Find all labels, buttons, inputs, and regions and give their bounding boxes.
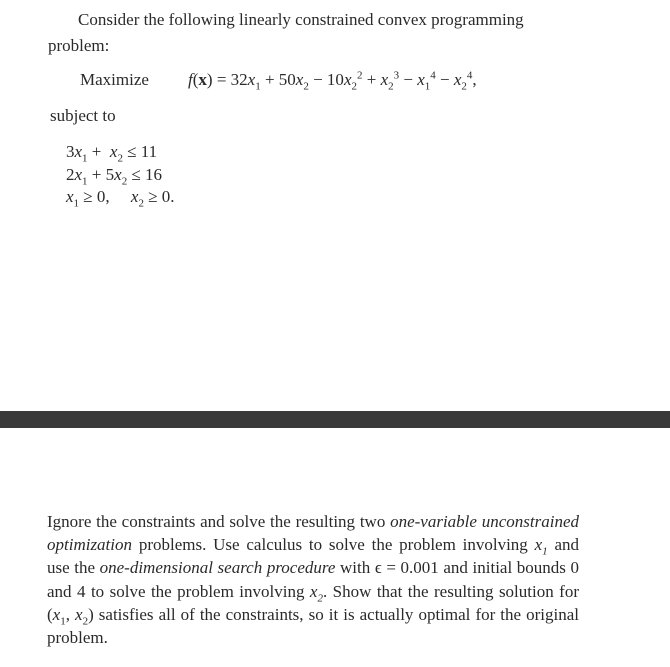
section-divider <box>0 411 670 428</box>
constraint-2: $2x_1 + 5x_2 \le 16$ <box>66 165 163 188</box>
instructions-paragraph: Ignore the constraints and solve the resulting two one-variable unconstrained optimization problems. Use calculus to solve the problem involving $x_1$ and use the one-dimensional search procedure with ϵ = 0.001 and initial bounds 0 and 4 to solve the problem involving $x_2$. Show that the resulting solution for ($x_1$, $x_2$) satisfies all of the constraints, so it is actually optimal for the original problem. <box>47 512 580 648</box>
constraint-1: $3x_1 + x_2 \le 11$ <box>66 142 158 165</box>
intro-line-1: Consider the following linearly constrained convex programming <box>78 10 524 29</box>
emphasis-one-variable: one-variable unconstrained optimization <box>47 512 579 555</box>
emphasis-search-procedure: one-dimensional search procedure <box>99 558 336 578</box>
intro-line-2: problem: <box>48 36 110 55</box>
maximize-label: Maximize <box>80 70 149 89</box>
constraint-nonnegativity: $x_1 \ge 0$, $x_2 \ge 0$. <box>66 187 175 210</box>
subject-to-label: subject to <box>50 106 116 125</box>
objective-function: $f(x) = 32x_1 + 50x_2 - 10x_2^2 + x_2^3 - x_1^4 - x_2^4$, <box>188 69 477 93</box>
